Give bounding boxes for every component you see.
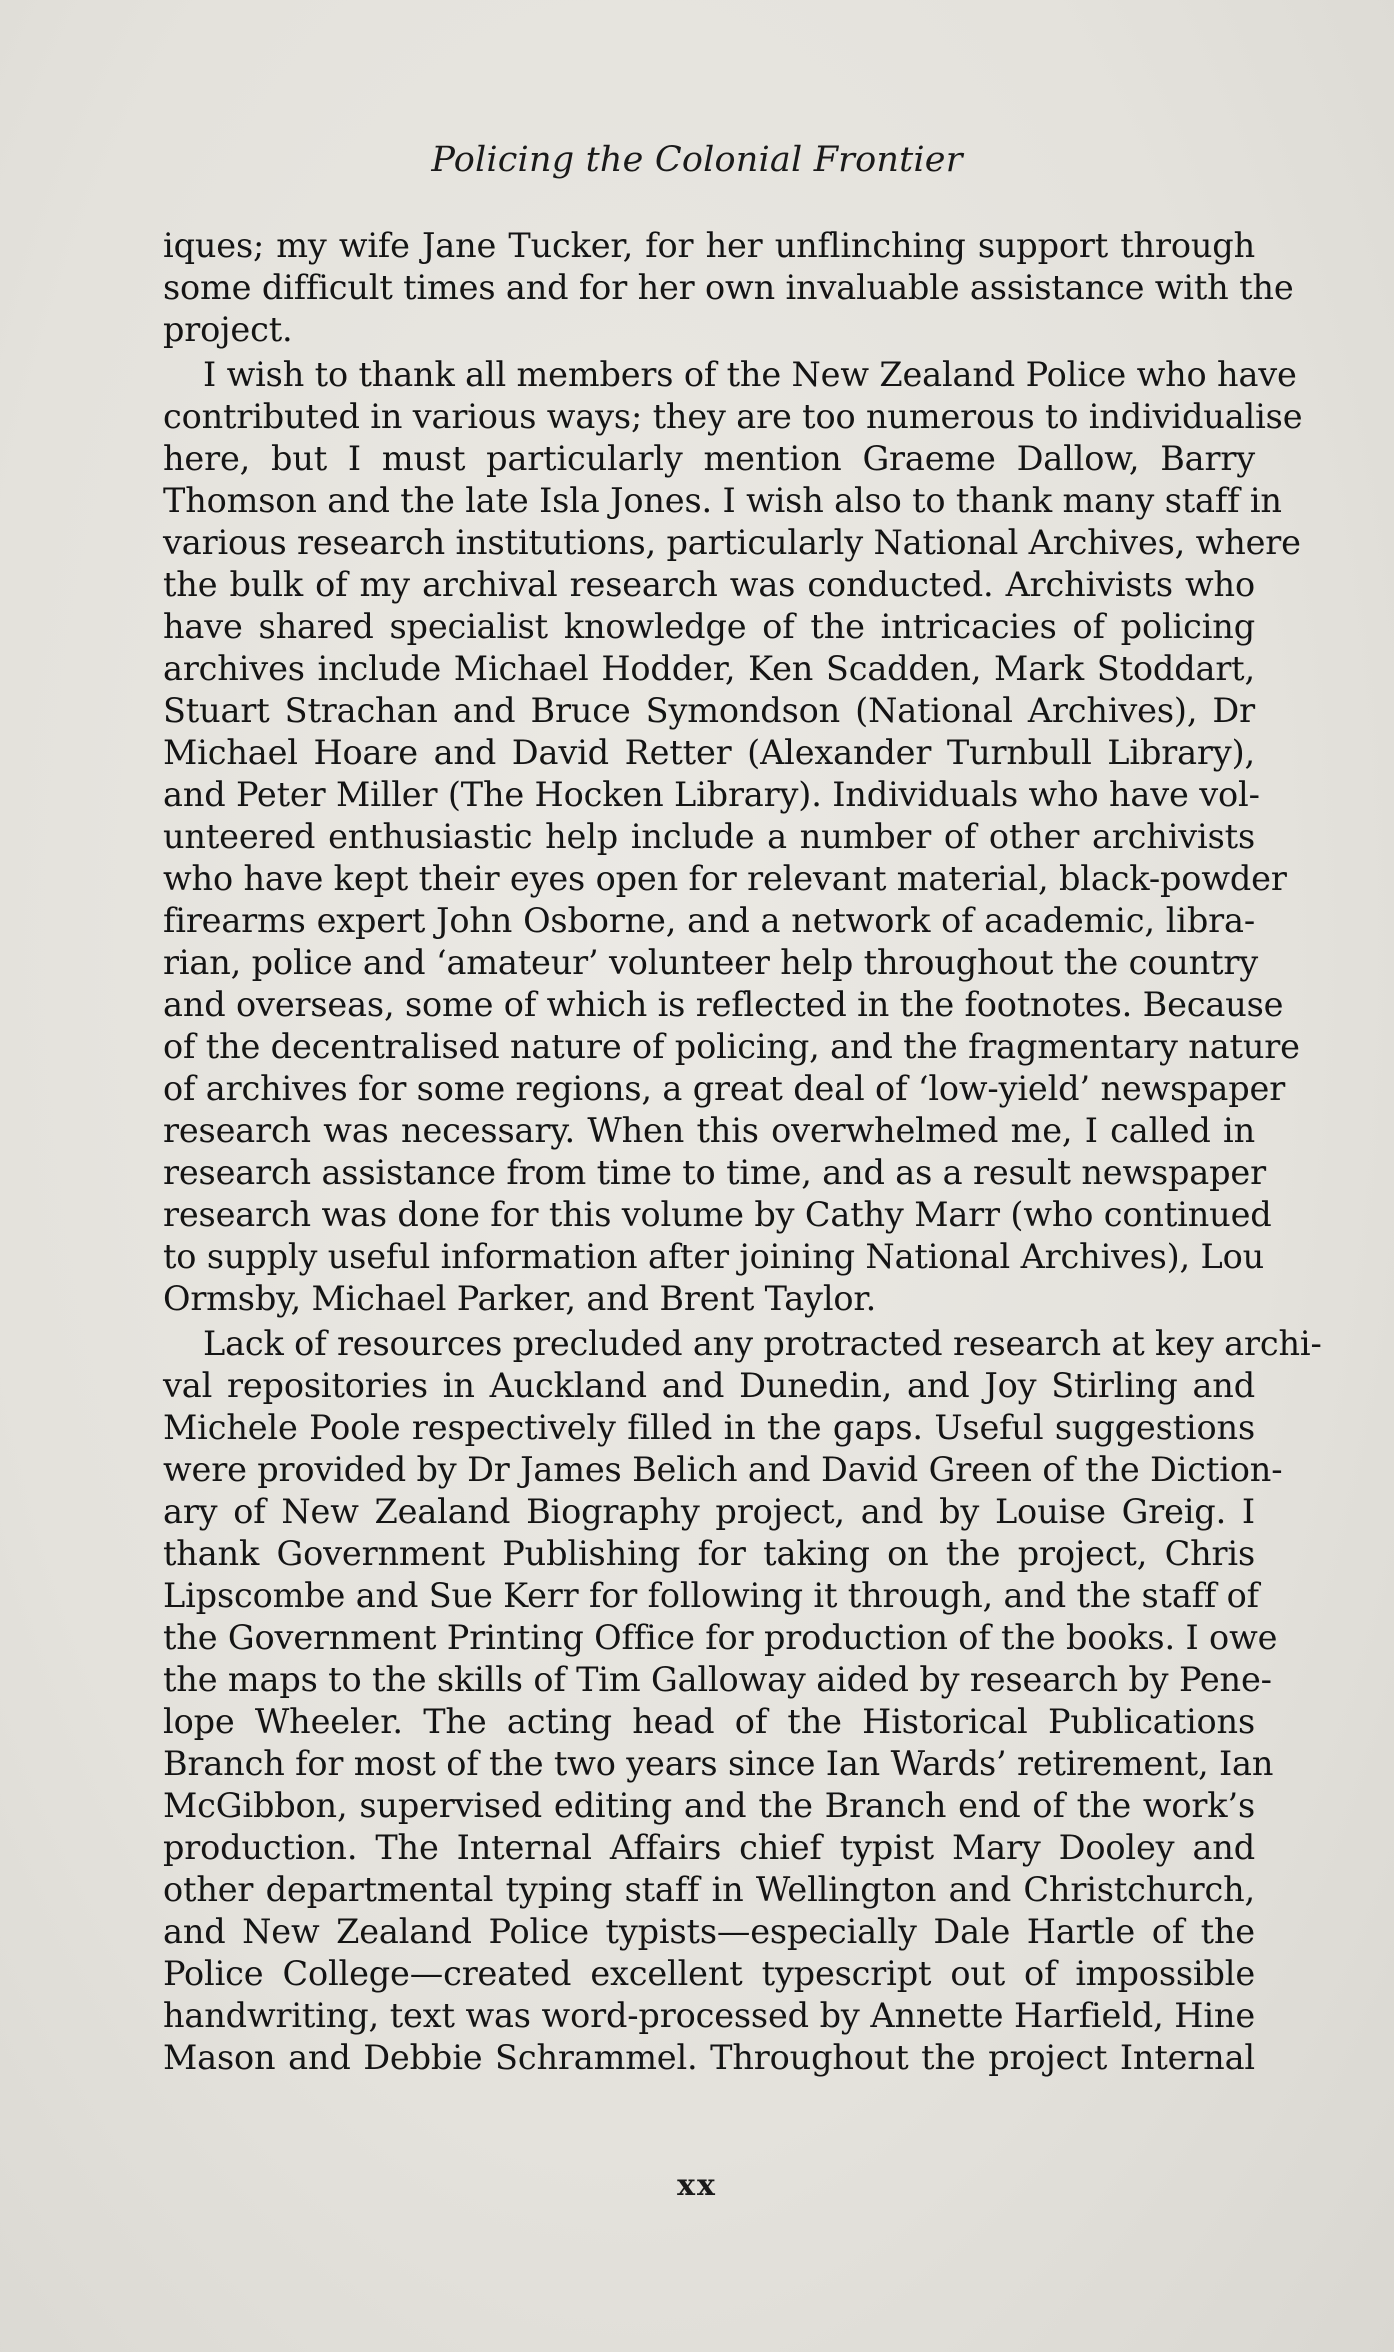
text-line: and overseas, some of which is reflected in the footnotes. Because	[163, 985, 1284, 1024]
text-line: the Government Printing Office for production of the books. I owe	[163, 1618, 1278, 1657]
text-line: Mason and Debbie Schrammel. Throughout the project Internal	[163, 2038, 1255, 2077]
text-line: here, but I must particularly mention Graeme Dallow, Barry	[163, 439, 1255, 478]
text-line: ary of New Zealand Biography project, and by Louise Greig. I	[163, 1492, 1255, 1531]
text-line: lope Wheeler. The acting head of the Historical Publications	[163, 1702, 1255, 1741]
text-line: other departmental typing staff in Wellington and Christchurch,	[163, 1870, 1255, 1909]
paragraph	[163, 225, 1294, 351]
text-line: val repositories in Auckland and Dunedin, and Joy Stirling and	[163, 1366, 1255, 1405]
text-line: and New Zealand Police typists—especially Dale Hartle of the	[163, 1912, 1255, 1951]
text-line: of archives for some regions, a great deal of ‘low-yield’ newspaper	[163, 1069, 1286, 1108]
text-line: some difficult times and for her own invaluable assistance with the	[163, 268, 1294, 307]
text-line: Michael Hoare and David Retter (Alexander Turnbull Library),	[163, 733, 1255, 772]
text-line: research assistance from time to time, and as a result newspaper	[163, 1153, 1266, 1192]
text-line: the maps to the skills of Tim Galloway aided by research by Pene-	[163, 1660, 1272, 1699]
text-line: who have kept their eyes open for relevant material, black-powder	[163, 859, 1287, 898]
text-line: unteered enthusiastic help include a number of other archivists	[163, 817, 1255, 856]
text-line: Lack of resources precluded any protracted research at key archi-	[203, 1324, 1322, 1363]
text-line: research was done for this volume by Cathy Marr (who continued	[163, 1195, 1272, 1234]
text-line: Michele Poole respectively filled in the gaps. Useful suggestions	[163, 1408, 1255, 1447]
text-line: Police College—created excellent typescript out of impossible	[163, 1954, 1255, 1993]
text-line: Ormsby, Michael Parker, and Brent Taylor.	[163, 1279, 877, 1318]
text-line: Thomson and the late Isla Jones. I wish also to thank many staff in	[163, 481, 1282, 520]
text-line: research was necessary. When this overwhelmed me, I called in	[163, 1111, 1255, 1150]
text-line: and Peter Miller (The Hocken Library). Individuals who have vol-	[163, 775, 1260, 814]
text-line: were provided by Dr James Belich and David Green of the Diction-	[163, 1450, 1283, 1489]
text-line: various research institutions, particularly National Archives, where	[163, 523, 1301, 562]
text-line: I wish to thank all members of the New Zealand Police who have	[203, 355, 1297, 394]
text-line: contributed in various ways; they are too numerous to individualise	[163, 397, 1303, 436]
paragraph	[163, 1323, 1322, 2079]
running-head: Policing the Colonial Frontier	[431, 140, 963, 180]
text-line: Lipscombe and Sue Kerr for following it through, and the staff of	[163, 1576, 1259, 1615]
text-line: have shared specialist knowledge of the intricacies of policing	[163, 607, 1255, 646]
text-line: rian, police and ‘amateur’ volunteer help throughout the country	[163, 943, 1259, 982]
text-line: handwriting, text was word-processed by Annette Harfield, Hine	[163, 1996, 1255, 2035]
page-number: xx	[677, 2168, 717, 2203]
text-line: thank Government Publishing for taking on the project, Chris	[163, 1534, 1255, 1573]
text-line: McGibbon, supervised editing and the Branch end of the work’s	[163, 1786, 1255, 1825]
text-line: archives include Michael Hodder, Ken Scadden, Mark Stoddart,	[163, 649, 1255, 688]
text-line: of the decentralised nature of policing, and the fragmentary nature	[163, 1027, 1300, 1066]
text-line: iques; my wife Jane Tucker, for her unflinching support through	[163, 226, 1255, 265]
body-text	[163, 225, 1322, 2082]
text-line: to supply useful information after joining National Archives), Lou	[163, 1237, 1265, 1276]
text-line: firearms expert John Osborne, and a network of academic, libra-	[163, 901, 1255, 940]
paragraph	[163, 354, 1303, 1320]
text-line: project.	[163, 310, 293, 349]
text-line: Stuart Strachan and Bruce Symondson (National Archives), Dr	[163, 691, 1255, 730]
text-line: Branch for most of the two years since Ian Wards’ retirement, Ian	[163, 1744, 1274, 1783]
text-line: production. The Internal Affairs chief typist Mary Dooley and	[163, 1828, 1255, 1867]
text-line: the bulk of my archival research was conducted. Archivists who	[163, 565, 1255, 604]
